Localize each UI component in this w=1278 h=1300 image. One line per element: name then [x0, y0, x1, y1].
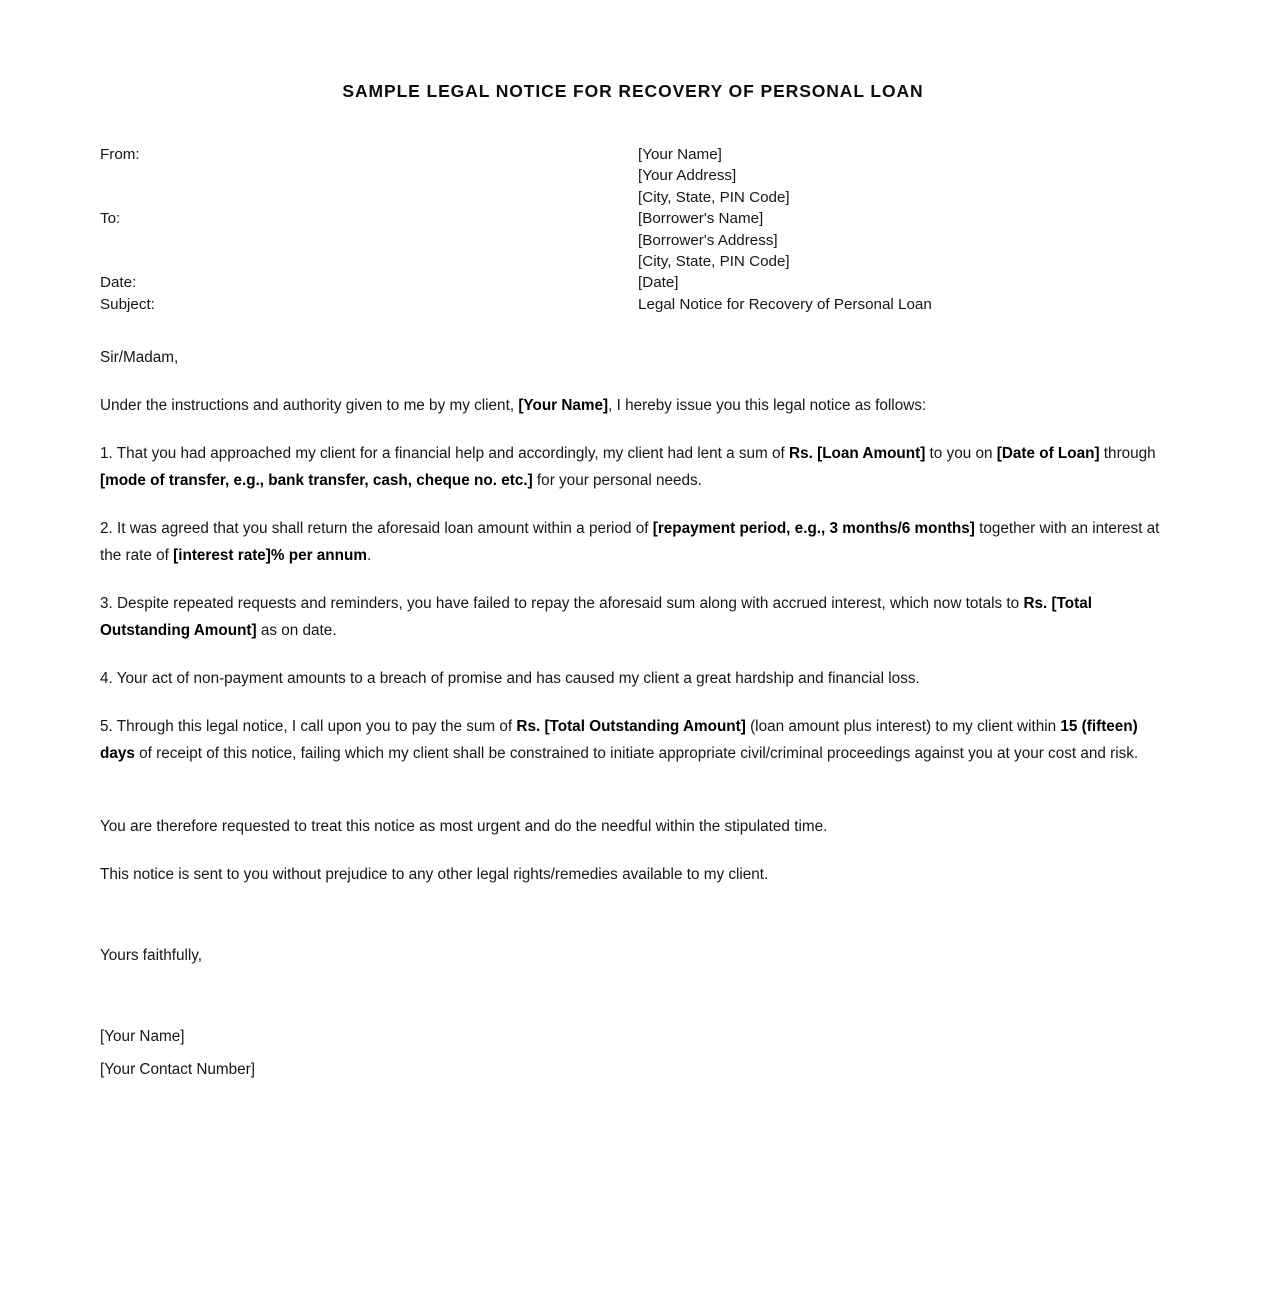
- clause2-bold-interest-rate: [interest rate]% per annum: [173, 547, 367, 565]
- intro-text-2: , I hereby issue you this legal notice as follows:: [608, 397, 927, 415]
- header-value-line: [Your Name]: [638, 146, 722, 163]
- header-label-to: To:: [100, 210, 121, 228]
- valediction: Yours faithfully,: [100, 947, 203, 965]
- clause2-text-2: together with an interest at the rate of: [100, 520, 1160, 565]
- clause1-bold-loan-amount: Rs. [Loan Amount]: [789, 445, 926, 463]
- header-value-line: [Borrower's Name]: [638, 210, 764, 228]
- body-spacer: [100, 788, 1172, 813]
- header-values-to: [638, 208, 1172, 272]
- intro-text-1: Under the instructions and authority given to me by my client,: [100, 397, 519, 415]
- clause5-bold-total-outstanding: Rs. [Total Outstanding Amount]: [516, 718, 746, 736]
- header-row-date: [100, 272, 1172, 293]
- signature-contact: [Your Contact Number]: [100, 1061, 256, 1079]
- clause1-bold-date-of-loan: [Date of Loan]: [996, 445, 1100, 463]
- page-title: SAMPLE LEGAL NOTICE FOR RECOVERY OF PERSONAL LOAN: [342, 81, 924, 101]
- clause-1: [100, 440, 1172, 494]
- clause2-text-3: .: [366, 547, 372, 565]
- clause5-bold-fifteen-days: 15 (fifteen) days: [100, 718, 1138, 763]
- clause-4: [100, 665, 1172, 692]
- header-row-from: [100, 144, 1172, 208]
- header-label-date: Date:: [100, 274, 137, 292]
- header-values-subject: [638, 294, 1172, 315]
- clause2-text-1: 2. It was agreed that you shall return the aforesaid loan amount within a period of: [100, 520, 653, 538]
- clause1-bold-mode-of-transfer: [mode of transfer, e.g., bank transfer, cash, cheque no. etc.]: [100, 472, 533, 490]
- letter-body: [100, 344, 1172, 1083]
- closing-paragraph-1: You are therefore requested to treat this notice as most urgent and do the needful within the stipulated time.: [100, 818, 828, 836]
- clause3-text-2: as on date.: [256, 622, 337, 640]
- clause-3: [100, 590, 1172, 644]
- header-label-subject: Subject:: [100, 295, 155, 313]
- closing-paragraph-2: This notice is sent to you without prejudice to any other legal rights/remedies available to my client.: [100, 866, 769, 884]
- header-values-date: [638, 272, 1172, 293]
- clause5-text-3: of receipt of this notice, failing which my client shall be constrained to initiate appropriate civil/criminal proceedings against you at your cost and risk.: [134, 745, 1139, 763]
- header-row-subject: [100, 294, 1172, 315]
- intro-paragraph: [100, 392, 1172, 419]
- clause5-text-2: (loan amount plus interest) to my client within: [745, 718, 1061, 736]
- intro-bold-client-name: [Your Name]: [518, 397, 609, 415]
- header-value-line: [Your Address]: [638, 167, 737, 185]
- signature-spacer-bottom: [100, 990, 1172, 1023]
- clause3-bold-total-outstanding: Rs. [Total Outstanding Amount]: [100, 595, 1092, 640]
- clause1-text-3: through: [1099, 445, 1156, 463]
- letter-header-block: [100, 144, 1172, 315]
- clause1-text-2: to you on: [925, 445, 997, 463]
- clause4-text-1: 4. Your act of non-payment amounts to a breach of promise and has caused my client a great hardship and financial loss.: [100, 670, 920, 688]
- salutation: Sir/Madam,: [100, 349, 179, 367]
- clause2-bold-repayment-period: [repayment period, e.g., 3 months/6 months]: [652, 520, 975, 538]
- header-value-line: [City, State, PIN Code]: [638, 253, 790, 271]
- header-value-line: [Borrower's Address]: [638, 231, 778, 249]
- signature-spacer-top: [100, 909, 1172, 942]
- clause-2: [100, 515, 1172, 569]
- clause3-text-1: 3. Despite repeated requests and reminders, you have failed to repay the aforesaid sum along with accrued interest, which now totals to: [100, 595, 1024, 613]
- clause-5: [100, 713, 1172, 767]
- header-value-line: Legal Notice for Recovery of Personal Loan: [638, 295, 932, 313]
- header-row-to: [100, 208, 1172, 272]
- clause5-text-1: 5. Through this legal notice, I call upon you to pay the sum of: [100, 718, 517, 736]
- header-value-line: [Date]: [638, 274, 679, 292]
- header-values-from: [638, 144, 1172, 208]
- header-value-line: [City, State, PIN Code]: [638, 188, 790, 206]
- clause1-text-1: 1. That you had approached my client for a financial help and accordingly, my client had lent a sum of: [100, 445, 790, 463]
- signature-name: [Your Name]: [100, 1028, 185, 1046]
- clause1-text-4: for your personal needs.: [532, 472, 702, 490]
- header-label-from: From:: [100, 146, 140, 163]
